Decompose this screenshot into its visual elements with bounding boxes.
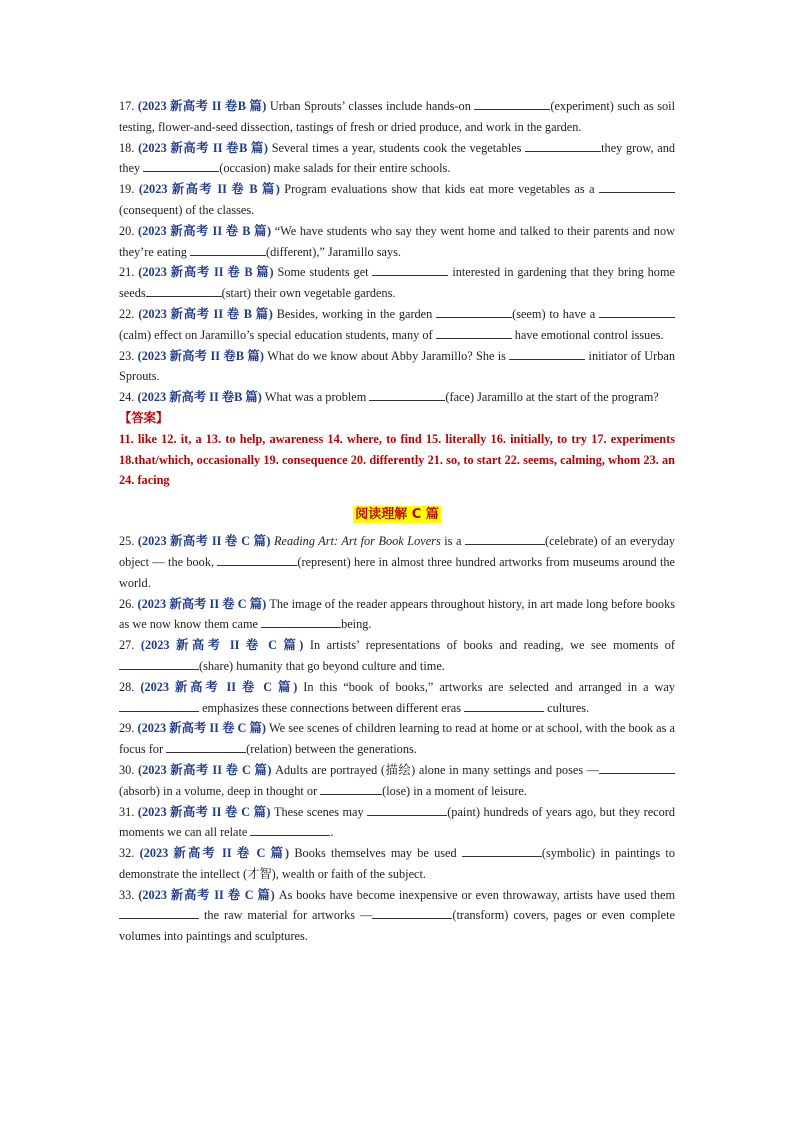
question-number: 20. <box>119 223 135 238</box>
question-source: (2023 新高考 II 卷 C 篇) <box>137 804 271 819</box>
question-17 <box>119 96 675 138</box>
answer-blank[interactable] <box>119 656 199 670</box>
section-c-header <box>119 499 675 529</box>
question-text: (absorb) in a volume, deep in thought or <box>119 783 321 798</box>
answer-blank[interactable] <box>509 346 585 360</box>
answer-blank[interactable] <box>119 905 199 919</box>
question-25 <box>119 531 675 593</box>
question-19 <box>119 179 675 221</box>
question-text: cultures. <box>547 700 590 715</box>
question-number: 29. <box>119 721 135 736</box>
question-number: 26. <box>119 596 135 611</box>
question-number: 27. <box>119 638 135 653</box>
question-text: interested in gardening that they bring home seeds <box>119 265 675 301</box>
question-text: (consequent) of the classes. <box>119 202 255 217</box>
question-list-b <box>119 96 675 408</box>
question-text: In this “book of books,” artworks are selected and arranged in a way <box>303 679 675 694</box>
question-18 <box>119 138 675 180</box>
answer-blank[interactable] <box>320 781 382 795</box>
question-text: have emotional control issues. <box>514 327 664 342</box>
question-text: emphasizes these connections between different eras <box>202 700 465 715</box>
question-text: Urban Sprouts’ classes include hands-on <box>269 99 475 113</box>
question-31 <box>119 802 675 844</box>
question-source: (2023 新高考 II 卷 C 篇) <box>138 762 272 777</box>
question-number: 31. <box>119 804 135 819</box>
question-number: 24. <box>119 390 135 405</box>
question-source: (2023 新高考 II 卷 C 篇) <box>139 846 290 861</box>
question-text: (celebrate) of an everyday object — the book, <box>119 534 676 569</box>
question-text: What was a problem <box>264 390 370 405</box>
question-text: (calm) effect on Jaramillo’s special education students, many of <box>119 327 436 342</box>
question-number: 21. <box>119 265 135 280</box>
question-text: (occasion) make salads for their entire schools. <box>219 161 451 176</box>
question-number: 25. <box>119 534 135 549</box>
question-source: (2023 新高考 II 卷B 篇) <box>137 390 262 405</box>
answer-heading: 【答案】 <box>119 410 169 425</box>
question-text: Some students get <box>277 265 373 280</box>
question-21 <box>119 262 675 304</box>
question-number: 33. <box>119 887 135 902</box>
question-text: (transform) covers, pages or even complete volumes into paintings and sculptures. <box>119 908 675 944</box>
question-text: (seem) to have a <box>512 306 599 321</box>
question-20 <box>119 221 675 263</box>
question-33 <box>119 885 675 947</box>
question-text: (represent) here in almost three hundred artworks from museums around the world. <box>119 554 675 590</box>
question-26 <box>119 594 675 636</box>
answer-blank[interactable] <box>369 387 445 401</box>
question-text: is a <box>440 534 465 549</box>
question-text: Program evaluations show that kids eat more vegetables as a <box>284 182 599 197</box>
answer-blank[interactable] <box>367 802 447 816</box>
answer-blank[interactable] <box>146 283 222 297</box>
question-source: (2023 新高考 II 卷B 篇) <box>137 99 267 113</box>
question-source: (2023 新高考 II 卷 B 篇) <box>138 182 280 197</box>
worksheet-page <box>119 96 675 947</box>
answer-blank[interactable] <box>261 614 341 628</box>
question-text: (start) their own vegetable gardens. <box>221 286 396 301</box>
question-number: 19. <box>119 182 135 197</box>
question-text: they grow, and they <box>119 140 676 176</box>
answer-blank[interactable] <box>474 96 550 110</box>
question-30 <box>119 760 675 802</box>
question-text: Several times a year, students cook the vegetables <box>271 140 526 155</box>
answer-blank[interactable] <box>599 179 675 193</box>
book-title: Reading Art: Art for Book Lovers <box>274 534 441 549</box>
question-text: Besides, working in the garden <box>276 306 437 321</box>
question-text: (symbolic) in paintings to demonstrate the intellect (才智), wealth or faith of the subject. <box>119 846 675 881</box>
answer-blank[interactable] <box>166 739 246 753</box>
question-text: In artists’ representations of books and reading, we see moments of <box>309 638 676 653</box>
answer-blank[interactable] <box>119 698 199 712</box>
question-text: (share) humanity that go beyond culture and time. <box>199 658 445 673</box>
answer-blank[interactable] <box>464 698 544 712</box>
question-32 <box>119 843 675 885</box>
question-number: 22. <box>119 306 135 321</box>
answer-blank[interactable] <box>372 262 448 276</box>
question-24 <box>119 387 675 408</box>
question-text: Adults are portrayed (描绘) alone in many settings and poses — <box>275 762 600 777</box>
question-text: (lose) in a moment of leisure. <box>382 783 527 798</box>
answer-blank[interactable] <box>436 325 512 339</box>
answer-key: 11. like 12. it, a 13. to help, awareness 14. where, to find 15. literally 16. initially, to try 17. experiments 18.that/which, occasionally 19. consequence 20. differently 21. so, to start 22. seems, calming, whom 23. an 24. facing <box>119 431 675 488</box>
question-29 <box>119 718 675 760</box>
question-number: 30. <box>119 762 135 777</box>
answer-blank[interactable] <box>599 304 675 318</box>
answer-blank[interactable] <box>436 304 512 318</box>
answer-blank[interactable] <box>599 760 675 774</box>
answer-blank[interactable] <box>525 138 601 152</box>
answer-blank[interactable] <box>217 552 297 566</box>
question-source: (2023 新高考 II 卷 C 篇) <box>140 679 298 694</box>
question-text: Books themselves may be used <box>294 846 462 861</box>
question-list-c <box>119 531 675 947</box>
question-source: (2023 新高考 II 卷 C 篇) <box>140 638 304 653</box>
answer-blank[interactable] <box>250 822 330 836</box>
question-source: (2023 新高考 II 卷 C 篇) <box>137 721 266 736</box>
question-text: the raw material for artworks — <box>204 908 373 923</box>
question-number: 23. <box>119 348 135 363</box>
question-text: What do we know about Abby Jaramillo? She is <box>267 348 510 363</box>
question-source: (2023 新高考 II 卷B 篇) <box>137 348 264 363</box>
question-source: (2023 新高考 II 卷 C 篇) <box>137 534 271 549</box>
question-number: 32. <box>119 846 135 861</box>
question-text: being. <box>341 617 372 632</box>
question-23 <box>119 346 675 388</box>
question-text: The image of the reader appears throughout history, in art made long before books as we now know them came <box>119 596 676 632</box>
question-text: (paint) hundreds of years ago, but they record moments we can all relate <box>119 804 676 840</box>
question-text: As books have become inexpensive or even throwaway, artists have used them <box>278 887 676 902</box>
answer-blank[interactable] <box>465 531 545 545</box>
question-28 <box>119 677 675 719</box>
question-source: (2023 新高考 II 卷 B 篇) <box>138 223 272 238</box>
question-22 <box>119 304 675 346</box>
question-text: initiator of Urban Sprouts. <box>119 348 676 384</box>
question-source: (2023 新高考 II 卷B 篇) <box>138 140 269 155</box>
section-title: 阅读理解 C 篇 <box>355 507 439 523</box>
question-text: (experiment) such as soil testing, flower-and-seed dissection, tastings of fresh or dried produce, and work in the garden. <box>119 99 675 134</box>
question-27 <box>119 635 675 677</box>
answer-blank[interactable] <box>462 843 542 857</box>
question-number: 28. <box>119 679 135 694</box>
question-text: (different),” Jaramillo says. <box>266 244 402 259</box>
question-text: These scenes may <box>274 804 368 819</box>
question-number: 18. <box>119 140 135 155</box>
question-text: We see scenes of children learning to read at home or at school, with the book as a focus for <box>119 721 675 757</box>
question-source: (2023 新高考 II 卷 B 篇) <box>138 265 274 280</box>
answer-blank[interactable] <box>190 242 266 256</box>
question-source: (2023 新高考 II 卷 C 篇) <box>137 596 267 611</box>
answer-blank[interactable] <box>143 158 219 172</box>
question-text: . <box>330 825 334 840</box>
question-text: “We have students who say they went home and talked to their parents and now they’re eating <box>119 223 675 259</box>
question-source: (2023 新高考 II 卷 C 篇) <box>138 887 275 902</box>
question-source: (2023 新高考 II 卷 B 篇) <box>138 306 273 321</box>
question-text: (face) Jaramillo at the start of the program? <box>445 390 659 405</box>
answer-blank[interactable] <box>372 905 452 919</box>
question-number: 17. <box>119 99 135 113</box>
question-text: (relation) between the generations. <box>246 742 417 757</box>
